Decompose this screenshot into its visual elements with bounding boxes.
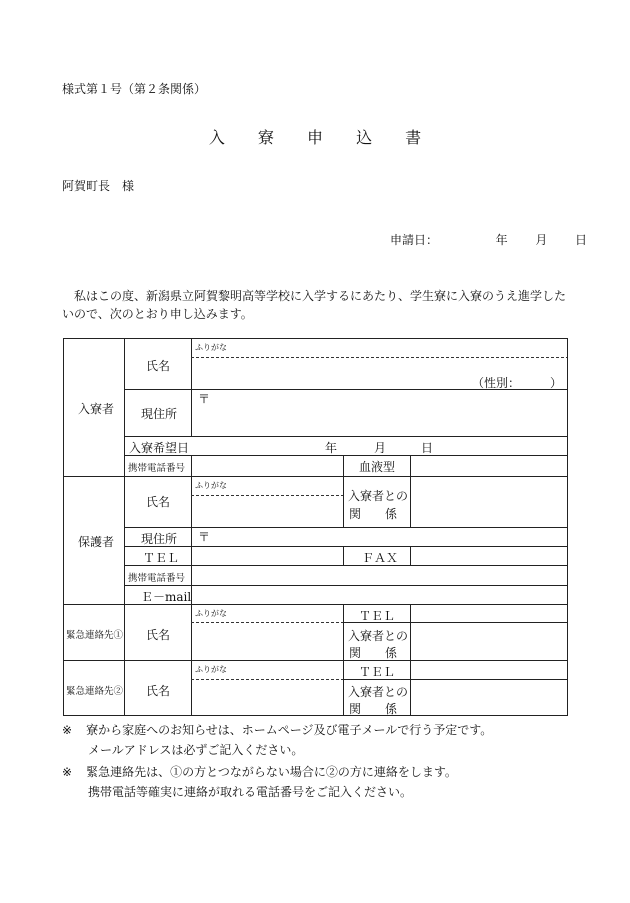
guardian-tel-label: ＴＥＬ xyxy=(143,551,180,565)
emergency2-furigana-label: ふりがな xyxy=(195,665,227,674)
applicant-gender-label: （性別： ） xyxy=(472,376,563,390)
emergency1-relation-field[interactable] xyxy=(413,625,563,657)
emergency1-name-field[interactable] xyxy=(194,625,340,657)
document-title: 入 寮 申 込 書 xyxy=(208,128,436,147)
intro-paragraph: 私はこの度、新潟県立阿賀黎明高等学校に入学するにあたり、学生寮に入寮のうえ進学したいので、次のとおり申し込みます。 xyxy=(62,289,567,321)
applicant-address-field[interactable] xyxy=(196,408,564,434)
desired-day-label: 日 xyxy=(421,441,434,455)
date-year-label: 年 xyxy=(495,233,508,247)
blood-type-label: 血液型 xyxy=(359,460,396,474)
note-1 xyxy=(62,721,492,738)
section-guardian: 保護者 xyxy=(78,535,115,549)
guardian-email-field[interactable] xyxy=(194,588,564,602)
emergency2-name-label: 氏名 xyxy=(146,684,171,698)
date-day-label: 日 xyxy=(575,233,588,247)
emergency1-name-label: 氏名 xyxy=(146,628,171,642)
applicant-furigana-label: ふりがな xyxy=(195,343,227,352)
emergency2-tel-field[interactable] xyxy=(413,663,563,677)
guardian-tel-field[interactable] xyxy=(194,549,340,563)
addressee: 阿賀町長 様 xyxy=(62,179,135,193)
applicant-mobile-field[interactable] xyxy=(194,458,340,474)
blood-type-field[interactable] xyxy=(413,458,563,474)
note-1-text: 寮から家庭へのお知らせは、ホームページ及び電子メールで行う予定です。 xyxy=(86,723,493,737)
section-emergency-2: 緊急連絡先② xyxy=(66,686,124,697)
guardian-furigana-label: ふりがな xyxy=(195,481,227,490)
guardian-mobile-field[interactable] xyxy=(194,568,564,583)
guardian-email-label: Ｅ－mail xyxy=(141,590,192,604)
guardian-address-field[interactable] xyxy=(212,530,564,544)
applicant-postal-mark: 〒 xyxy=(198,392,211,406)
applicant-desired-date-label: 入寮希望日 xyxy=(129,441,190,455)
applicant-name-field[interactable] xyxy=(196,360,466,388)
note-1-mark: ※ xyxy=(62,723,73,737)
guardian-mobile-label: 携帯電話番号 xyxy=(128,573,186,584)
emergency2-relation-label-2: 関 係 xyxy=(349,702,398,716)
date-label: 申請日： xyxy=(390,233,439,247)
guardian-relation-field[interactable] xyxy=(413,480,563,524)
emergency2-relation-label-1: 入寮者との xyxy=(348,685,409,699)
emergency2-name-field[interactable] xyxy=(194,682,340,713)
emergency1-tel-label: ＴＥＬ xyxy=(359,609,396,623)
desired-month-label: 月 xyxy=(374,441,387,455)
emergency1-furigana-label: ふりがな xyxy=(195,609,227,618)
desired-year-label: 年 xyxy=(325,441,338,455)
note-2-continued: 携帯電話等確実に連絡が取れる電話番号をご記入ください。 xyxy=(88,785,413,799)
applicant-name-label: 氏名 xyxy=(146,359,171,373)
note-2-mark: ※ xyxy=(62,765,73,779)
section-applicant: 入寮者 xyxy=(78,402,115,416)
guardian-relation-label-2: 関 係 xyxy=(349,507,398,521)
emergency1-tel-field[interactable] xyxy=(413,607,563,621)
date-month-label: 月 xyxy=(535,233,548,247)
guardian-address-label: 現住所 xyxy=(141,532,178,546)
note-1-continued: メールアドレスは必ずご記入ください。 xyxy=(88,743,304,757)
emergency1-relation-label-2: 関 係 xyxy=(349,646,398,660)
guardian-postal-mark: 〒 xyxy=(198,530,211,544)
guardian-fax-field[interactable] xyxy=(413,549,563,563)
emergency1-relation-label-1: 入寮者との xyxy=(348,629,409,643)
note-2 xyxy=(62,763,457,780)
emergency2-tel-label: ＴＥＬ xyxy=(359,665,396,679)
applicant-address-label: 現住所 xyxy=(141,407,178,421)
guardian-name-label: 氏名 xyxy=(146,495,171,509)
section-emergency-1: 緊急連絡先① xyxy=(66,630,124,641)
guardian-name-field[interactable] xyxy=(194,498,340,524)
guardian-relation-label-1: 入寮者との xyxy=(348,489,409,503)
guardian-fax-label: ＦＡＸ xyxy=(362,551,399,565)
applicant-mobile-label: 携帯電話番号 xyxy=(128,463,186,474)
form-number: 様式第１号（第２条関係） xyxy=(62,82,207,96)
note-2-text: 緊急連絡先は、①の方とつながらない場合に②の方に連絡をします。 xyxy=(86,765,457,779)
emergency2-relation-field[interactable] xyxy=(413,682,563,713)
